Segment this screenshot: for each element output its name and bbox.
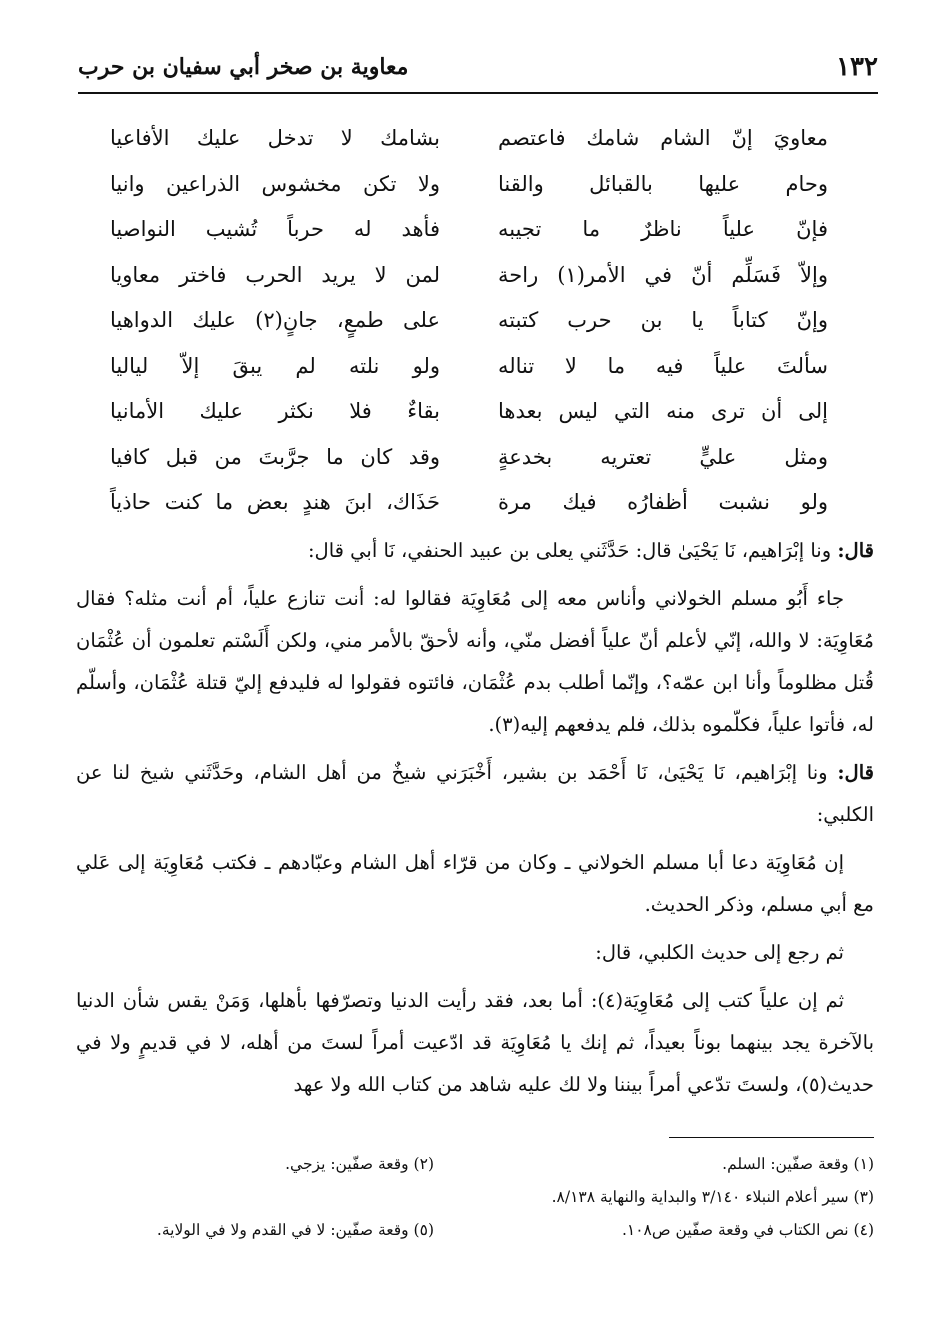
footnote-row bbox=[76, 1214, 874, 1247]
isnad-paragraph bbox=[76, 752, 874, 836]
footnote-row bbox=[76, 1181, 874, 1214]
footnote: (٢) وقعة صفّين: يزجي. bbox=[285, 1155, 434, 1173]
poem-verse bbox=[110, 213, 828, 259]
poem-verse bbox=[110, 259, 828, 305]
paragraph-text: ونا إبْرَاهيم، نَا يَحْيَىٰ، نَا أَحْمَد بن بشير، أَخْبَرَني شيخٌ من أهل الشام، وحَدَّثَني شيخ لنا عن الكلبي: bbox=[76, 761, 874, 826]
paragraph-text: إن مُعَاوِيَة دعا أبا مسلم الخولاني ـ وكان من قرّاء أهل الشام وعبّادهم ـ فكتب مُعَاوِيَة إلى عَلي مع أبي مسلم، وذكر الحديث. bbox=[76, 851, 874, 916]
poem-verse bbox=[110, 168, 828, 214]
isnad-paragraph bbox=[76, 530, 874, 572]
verse-first-hemistich: وإلاّ فَسَلِّم أنّ في الأمر(١) راحة bbox=[498, 262, 828, 287]
verse-first-hemistich: معاويَ إنّ الشام شامك فاعتصم bbox=[498, 126, 828, 150]
verse-second-hemistich: ولا تكن مخشوس الذراعين وانيا bbox=[110, 171, 440, 196]
verse-first-hemistich: ومثل عليٍّ تعتريه بخدعةٍ bbox=[498, 444, 828, 469]
footnote: (٥) وقعة صفّين: لا في القدم ولا في الولاية. bbox=[156, 1221, 434, 1239]
verse-second-hemistich: على طمعٍ، جانٍ(٢) عليك الدواهيا bbox=[110, 308, 440, 332]
verse-first-hemistich: فإنّ علياً ناظرٌ ما تجيبه bbox=[498, 217, 828, 241]
running-header bbox=[78, 52, 878, 88]
footnotes bbox=[76, 1148, 874, 1247]
narrative-paragraph bbox=[76, 842, 874, 926]
running-title: معاوية بن صخر أبي سفيان بن حرب bbox=[78, 54, 409, 80]
footnote-rule bbox=[669, 1137, 874, 1138]
body-text bbox=[76, 530, 874, 1112]
footnote: (٣) سير أعلام النبلاء ٣/١٤٠ والبداية والنهاية ٨/١٣٨. bbox=[551, 1188, 874, 1206]
verse-first-hemistich: وحام عليها بالقبائل والقنا bbox=[498, 171, 828, 196]
poem-verse bbox=[110, 486, 828, 532]
verse-first-hemistich: ولو نشبت أظفارُه فيك مرة bbox=[498, 490, 828, 514]
footnote-row bbox=[76, 1148, 874, 1181]
verse-first-hemistich: إلى أن ترى منه التي ليس بعدها bbox=[498, 399, 828, 423]
verse-second-hemistich: بشامك لا تدخل عليك الأفاعيا bbox=[110, 126, 440, 150]
paragraph-text: ثم رجع إلى حديث الكلبي، قال: bbox=[595, 941, 844, 964]
verse-second-hemistich: وقد كان ما جرَّبتَ من قبل كافيا bbox=[110, 444, 440, 469]
paragraph-text: جاء أَبُو مسلم الخولاني وأناس معه إلى مُعَاوِيَة فقالوا له: أنت تنازع علياً، أم أنت مثله؟ فقال مُعَاوِيَة: لا والله، إنّي لأعلم أنّ علياً أفضل منّي، وأنه لأحقّ بالأمر مني، ولكن أَلَسْتم تعلمون أن عُثْمَان قُتل مظلوماً وأنا ابن عمّه؟، وإنّما أطلب بدم عُثْمَان، فائتوه فقولوا له فليدفع إليّ قتلة عُثْمَان، وأسلّم له، فأتوا علياً، فكلّموه بذلك، فلم يدفعهم إليه(٣). bbox=[76, 587, 874, 736]
verse-first-hemistich: وإنّ كتاباً يا بن حرب كتبته bbox=[498, 308, 828, 332]
verse-second-hemistich: بقاءٌ فلا نكثر عليك الأمانيا bbox=[110, 399, 440, 423]
poem bbox=[110, 122, 828, 532]
verse-second-hemistich: حَذَاك، ابنَ هندٍ بعض ما كنت حاذياً bbox=[110, 490, 440, 514]
verse-second-hemistich: ولو نلته لم يبقَ إلاّ لياليا bbox=[110, 353, 440, 378]
verse-second-hemistich: فأهد له حرباً تُشيب النواصيا bbox=[110, 217, 440, 241]
footnote: (١) وقعة صفّين: السلم. bbox=[722, 1155, 874, 1173]
poem-verse bbox=[110, 395, 828, 441]
narrative-paragraph bbox=[76, 578, 874, 746]
poem-verse bbox=[110, 441, 828, 487]
narrative-paragraph bbox=[76, 980, 874, 1106]
qala-keyword: قال: bbox=[837, 539, 874, 562]
narrative-paragraph bbox=[76, 932, 874, 974]
poem-verse bbox=[110, 350, 828, 396]
header-rule bbox=[78, 92, 878, 94]
paragraph-text: ونا إبْرَاهيم، نَا يَحْيَىٰ قال: حَدَّثَني يعلى بن عبيد الحنفي، نَا أبي قال: bbox=[307, 539, 838, 562]
verse-second-hemistich: لمن لا يريد الحرب فاختر معاويا bbox=[110, 262, 440, 287]
poem-verse bbox=[110, 122, 828, 168]
poem-verse bbox=[110, 304, 828, 350]
verse-first-hemistich: سألتَ علياً فيه ما لا تناله bbox=[498, 353, 828, 378]
paragraph-text: ثم إن علياً كتب إلى مُعَاوِيَة(٤): أما بعد، فقد رأيت الدنيا وتصرّفها بأهلها، وَمَنْ يقس شأن الدنيا بالآخرة يجد بينهما بوناً بعيداً، ثم إنك يا مُعَاوِيَة قد ادّعيت أمراً لستَ من أهله، لا في قديمٍ ولا في حديث(٥)، ولستَ تدّعي أمراً بيننا ولا لك عليه شاهد من كتاب الله ولا عهد bbox=[76, 989, 874, 1096]
footnote: (٤) نص الكتاب في وقعة صفّين ص١٠٨. bbox=[621, 1221, 874, 1239]
qala-keyword: قال: bbox=[837, 761, 874, 784]
page-number: ١٣٢ bbox=[836, 52, 878, 82]
